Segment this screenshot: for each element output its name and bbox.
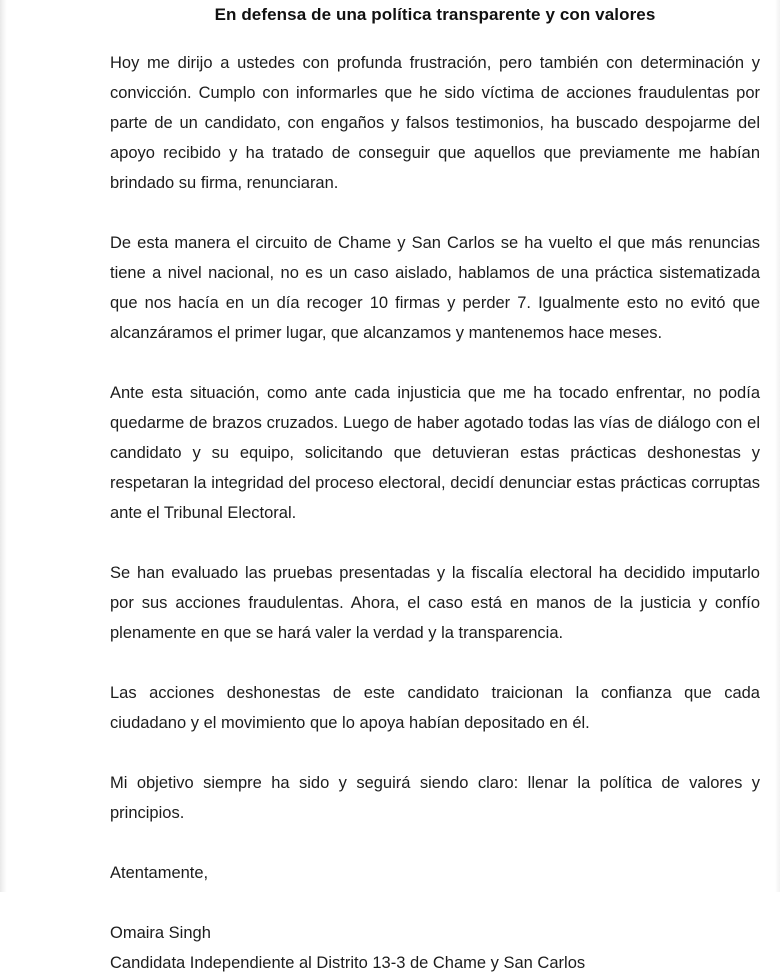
document-sheet [110, 0, 760, 972]
signer-role: Candidata Independiente al Distrito 13-3 de Chame y San Carlos [110, 954, 586, 972]
paragraph-3: Ante esta situación, como ante cada injusticia que me ha tocado enfrentar, no podía quedarme de brazos cruzados. Luego de haber agotado todas las vías de diálogo con el candidato y su equipo, solicitando que detuvieran estas prácticas deshonestas y respetaran la integridad del proceso electoral, decidí denunciar estas prácticas corruptas ante el Tribunal Electoral. [110, 384, 760, 522]
closing-salutation: Atentamente, [110, 864, 209, 882]
paragraph-2: De esta manera el circuito de Chame y San Carlos se ha vuelto el que más renuncias tiene a nivel nacional, no es un caso aislado, hablamos de una práctica sistematizada que nos hacía en un día recoger 10 firmas y perder 7. Igualmente esto no evitó que alcanzáramos el primer lugar, que alcanzamos y mantenemos hace meses. [110, 234, 760, 342]
paragraph-1: Hoy me dirijo a ustedes con profunda frustración, pero también con determinación y convicción. Cumplo con informarles que he sido víctima de acciones fraudulentas por parte de un candidato, con engaños y falsos testimonios, ha buscado despojarme del apoyo recibido y ha tratado de conseguir que aquellos que previamente me habían brindado su firma, renunciaran. [110, 54, 760, 192]
paragraph-5: Las acciones deshonestas de este candidato traicionan la confianza que cada ciudadano y el movimiento que lo apoya habían depositado en él. [110, 684, 760, 732]
page-right-edge-shadow [775, 0, 780, 892]
signer-name: Omaira Singh [110, 924, 211, 942]
signature-block [110, 918, 760, 978]
paragraph-6: Mi objetivo siempre ha sido y seguirá siendo claro: llenar la política de valores y principios. [110, 774, 760, 822]
paragraph-4: Se han evaluado las pruebas presentadas y la fiscalía electoral ha decidido imputarlo por sus acciones fraudulentas. Ahora, el caso está en manos de la justicia y confío plenamente en que se hará valer la verdad y la transparencia. [110, 564, 760, 642]
page-left-edge-shadow [0, 0, 7, 892]
document-title: En defensa de una política transparente y con valores [214, 5, 656, 24]
